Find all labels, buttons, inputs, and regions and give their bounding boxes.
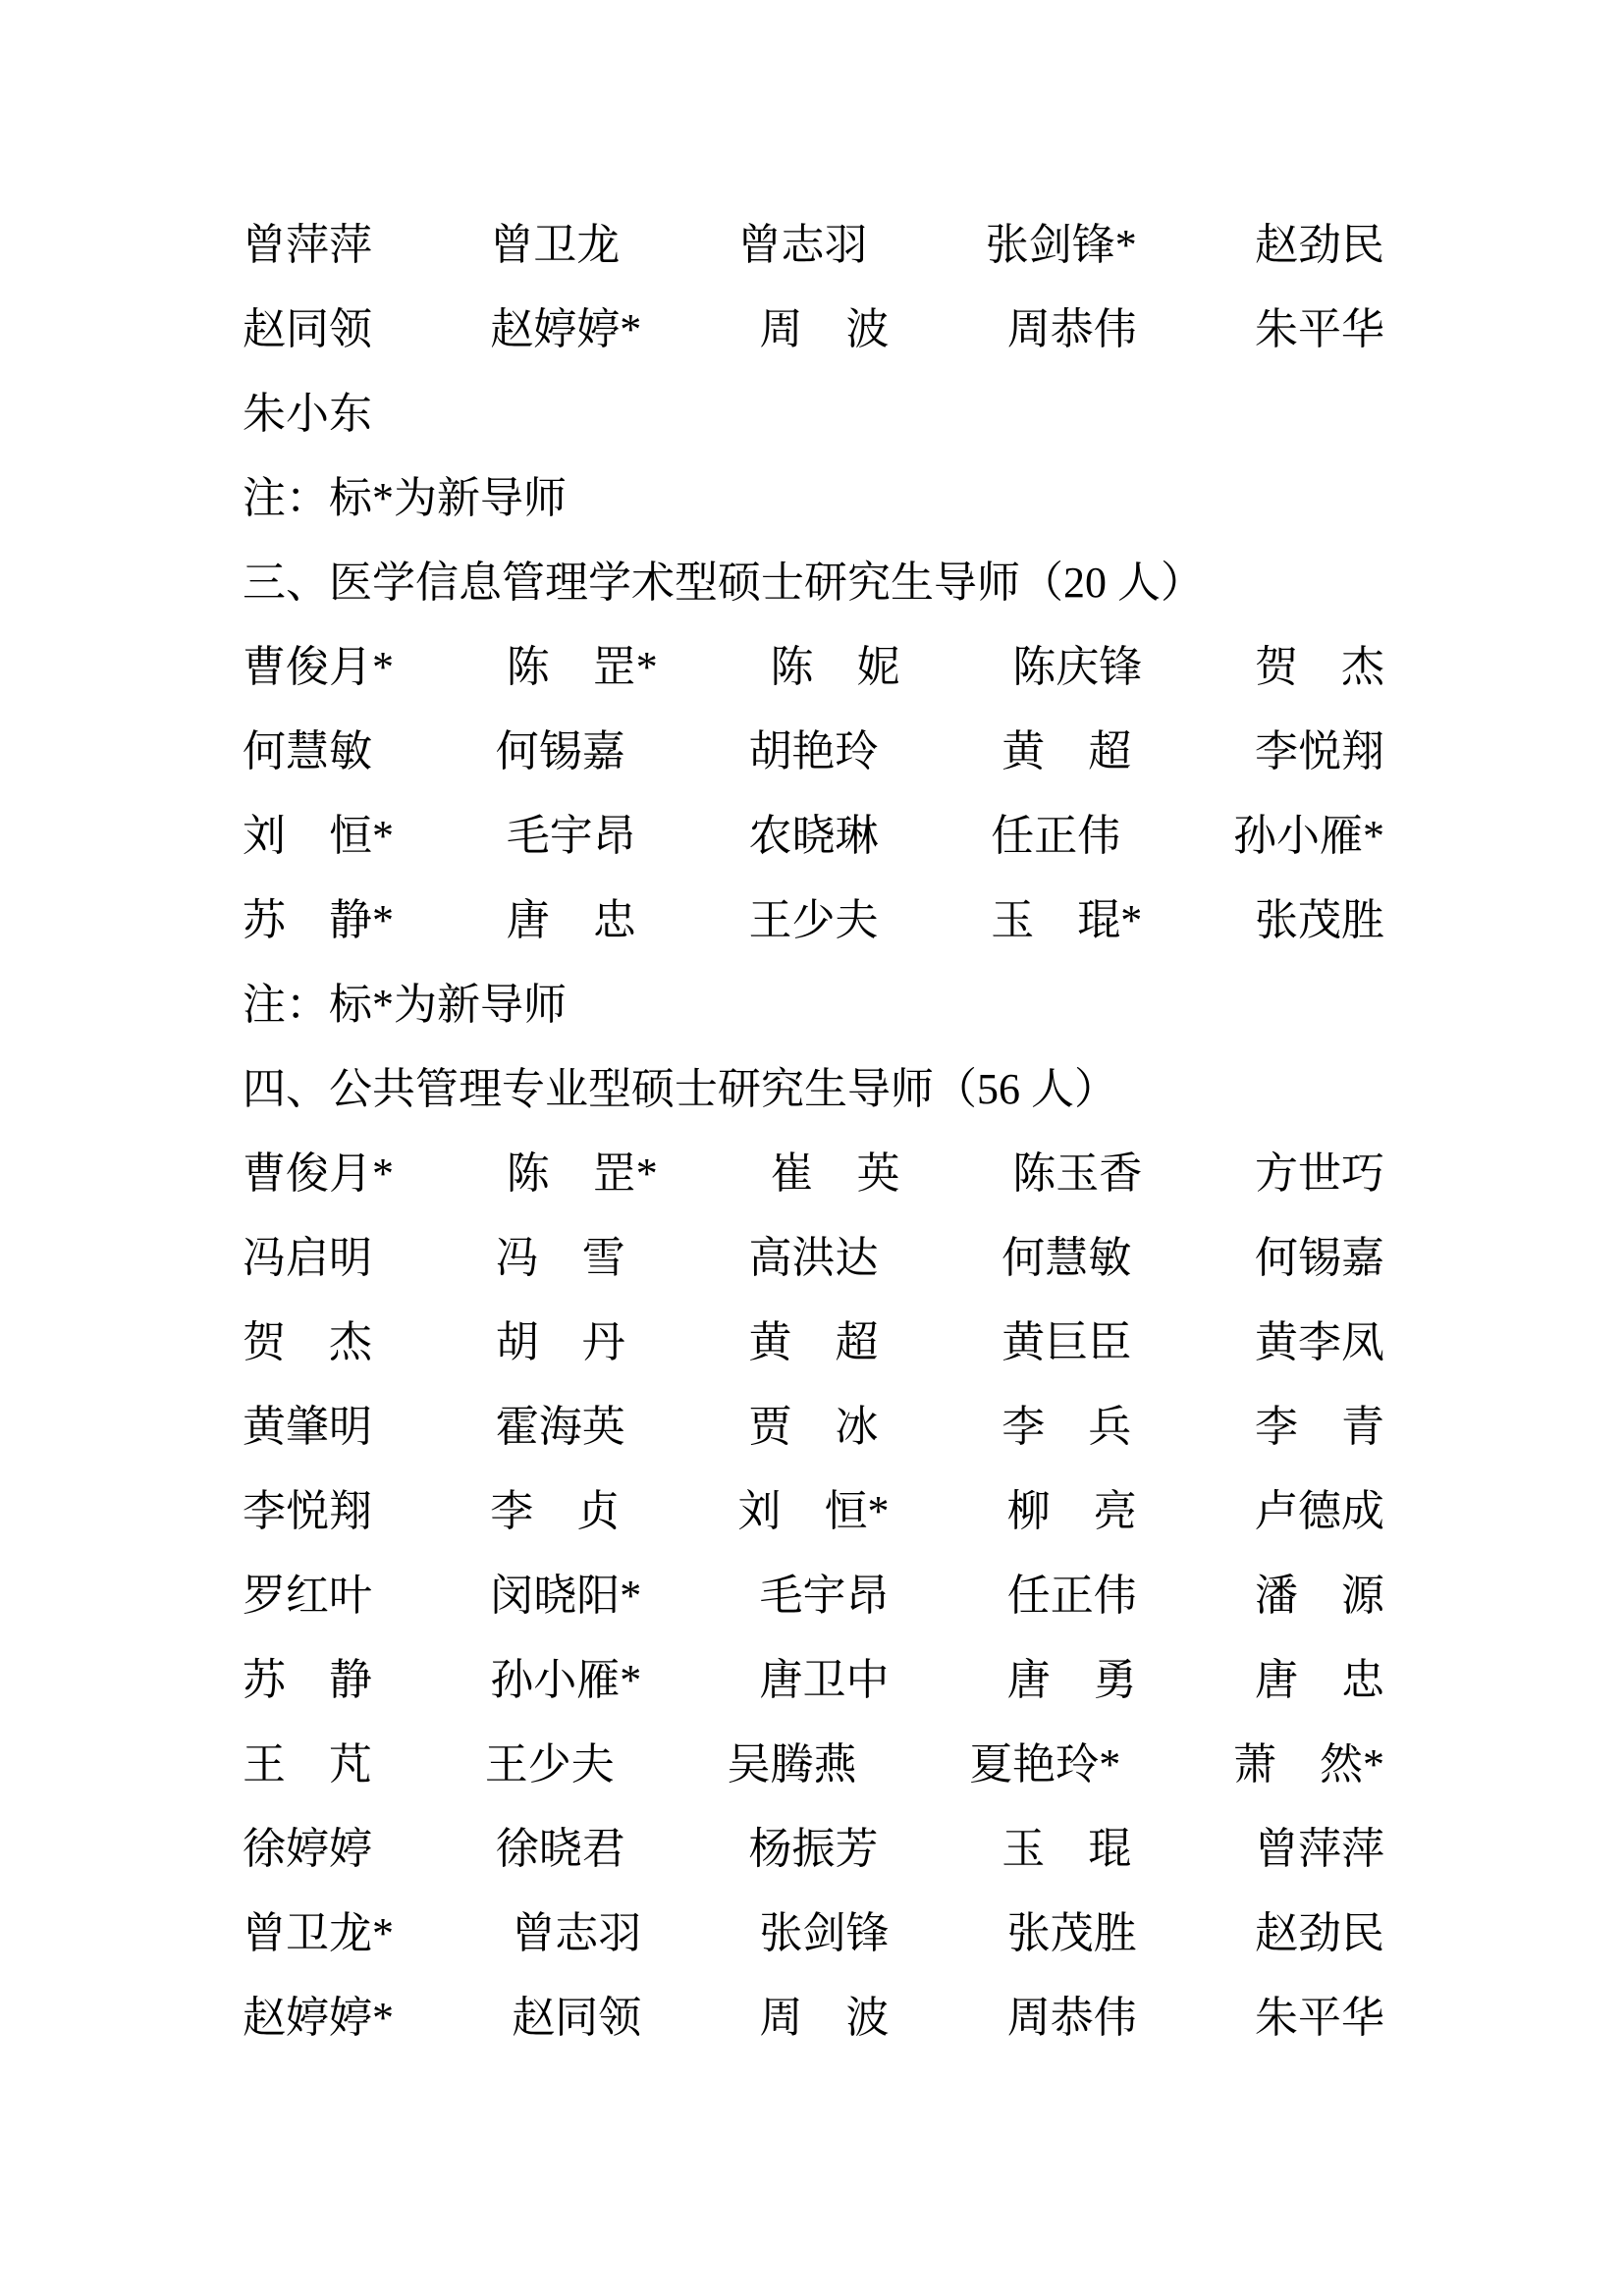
supervisor-name: 曾志羽 <box>512 1909 642 1957</box>
supervisor-name: 徐婷婷 <box>243 1825 372 1873</box>
supervisor-name: 高洪达 <box>748 1234 879 1282</box>
supervisor-name: 任正伟 <box>991 812 1121 860</box>
supervisor-name: 曹俊月* <box>243 643 394 691</box>
supervisor-name: 卢德成 <box>1255 1487 1384 1535</box>
supervisor-name: 周恭伟 <box>1006 305 1137 353</box>
supervisor-name: 苏 静 <box>243 1656 372 1704</box>
supervisor-name: 孙小雁* <box>490 1656 642 1704</box>
name-row <box>243 1211 1384 1296</box>
supervisor-name: 曹俊月* <box>243 1149 394 1198</box>
supervisor-name: 曾萍萍 <box>243 221 372 269</box>
note-new-supervisor-2: 注：标*为新导师 <box>243 981 567 1029</box>
supervisor-name: 罗红叶 <box>243 1572 372 1620</box>
supervisor-name: 胡 丹 <box>495 1318 625 1366</box>
supervisor-name: 潘 源 <box>1255 1572 1384 1620</box>
supervisor-name: 黄 超 <box>1001 727 1132 775</box>
name-row <box>243 198 1384 283</box>
supervisor-name: 冯启明 <box>243 1234 372 1282</box>
supervisor-name: 赵同领 <box>512 1994 642 2042</box>
supervisor-name: 张剑锋 <box>759 1909 890 1957</box>
supervisor-name: 贾 冰 <box>748 1403 879 1451</box>
supervisor-name: 徐晓君 <box>495 1825 625 1873</box>
supervisor-name: 李悦翔 <box>1255 727 1384 775</box>
supervisor-name: 黄 超 <box>748 1318 879 1366</box>
name-row <box>243 789 1384 874</box>
supervisor-name: 何锡嘉 <box>495 727 625 775</box>
supervisor-grid-section4 <box>243 1127 1384 2056</box>
name-row <box>243 1887 1384 1971</box>
name-row <box>243 1802 1384 1887</box>
supervisor-name: 曾卫龙 <box>490 221 621 269</box>
supervisor-name: 赵劲民 <box>1255 221 1384 269</box>
supervisor-name: 毛宇昂 <box>759 1572 890 1620</box>
note-new-supervisor-1: 注：标*为新导师 <box>243 474 567 522</box>
supervisor-name: 霍海英 <box>495 1403 625 1451</box>
supervisor-name: 刘 恒* <box>737 1487 890 1535</box>
document-content <box>243 198 1384 2056</box>
supervisor-name: 曾卫龙* <box>243 1909 394 1957</box>
supervisor-name: 陈 罡* <box>506 1149 658 1198</box>
supervisor-name: 何锡嘉 <box>1255 1234 1384 1282</box>
name-row <box>243 1127 1384 1211</box>
supervisor-name: 曾萍萍 <box>1255 1825 1384 1873</box>
supervisor-name: 赵劲民 <box>1255 1909 1384 1957</box>
name-row <box>243 367 1384 452</box>
supervisor-grid-continued <box>243 198 1384 452</box>
supervisor-name: 黄李凤 <box>1255 1318 1384 1366</box>
supervisor-name: 刘 恒* <box>243 812 394 860</box>
supervisor-name: 王 芃 <box>243 1740 372 1789</box>
name-row <box>243 1633 1384 1718</box>
supervisor-name: 唐 忠 <box>1255 1656 1384 1704</box>
supervisor-name: 萧 然* <box>1233 1740 1384 1789</box>
name-row <box>243 1549 1384 1633</box>
supervisor-name: 曾志羽 <box>737 221 868 269</box>
supervisor-name: 崔 英 <box>770 1149 900 1198</box>
supervisor-name: 朱平华 <box>1255 1994 1384 2042</box>
supervisor-name: 赵婷婷* <box>243 1994 394 2042</box>
supervisor-name: 张茂胜 <box>1006 1909 1137 1957</box>
name-row <box>243 1465 1384 1549</box>
supervisor-grid-section3 <box>243 620 1384 958</box>
supervisor-name: 何慧敏 <box>1001 1234 1132 1282</box>
supervisor-name: 农晓琳 <box>748 812 879 860</box>
supervisor-name: 朱平华 <box>1255 305 1384 353</box>
supervisor-name: 赵婷婷* <box>490 305 642 353</box>
supervisor-name: 贺 杰 <box>243 1318 372 1366</box>
supervisor-name: 张剑锋* <box>985 221 1137 269</box>
name-row <box>243 874 1384 958</box>
supervisor-name: 黄肇明 <box>243 1403 372 1451</box>
supervisor-name: 苏 静* <box>243 896 394 944</box>
supervisor-name: 黄巨臣 <box>1001 1318 1132 1366</box>
supervisor-name: 唐 忠 <box>506 896 636 944</box>
supervisor-name: 唐卫中 <box>759 1656 890 1704</box>
supervisor-name: 孙小雁* <box>1233 812 1384 860</box>
supervisor-name: 赵同领 <box>243 305 372 353</box>
supervisor-name: 周 波 <box>759 305 890 353</box>
supervisor-name: 李 兵 <box>1001 1403 1132 1451</box>
supervisor-name: 毛宇昂 <box>506 812 636 860</box>
supervisor-name: 方世巧 <box>1255 1149 1384 1198</box>
supervisor-name: 王少夫 <box>748 896 879 944</box>
supervisor-name: 唐 勇 <box>1006 1656 1137 1704</box>
supervisor-name: 杨振芳 <box>748 1825 879 1873</box>
name-row <box>243 1718 1384 1802</box>
name-row <box>243 1296 1384 1380</box>
supervisor-name: 柳 亮 <box>1006 1487 1137 1535</box>
supervisor-name: 闵晓阳* <box>490 1572 642 1620</box>
supervisor-name: 胡艳玲 <box>748 727 879 775</box>
supervisor-name: 陈玉香 <box>1012 1149 1143 1198</box>
supervisor-name: 李 青 <box>1255 1403 1384 1451</box>
name-row <box>243 705 1384 789</box>
supervisor-name: 周恭伟 <box>1006 1994 1137 2042</box>
supervisor-name: 朱小东 <box>243 390 372 438</box>
supervisor-name: 陈 妮 <box>770 643 900 691</box>
supervisor-name: 玉 琨* <box>991 896 1143 944</box>
supervisor-name: 贺 杰 <box>1255 643 1384 691</box>
supervisor-name: 玉 琨 <box>1001 1825 1132 1873</box>
name-row <box>243 1971 1384 2056</box>
supervisor-name: 张茂胜 <box>1255 896 1384 944</box>
supervisor-name: 陈庆锋 <box>1012 643 1143 691</box>
supervisor-name: 王少夫 <box>484 1740 615 1789</box>
supervisor-name: 周 波 <box>759 1994 890 2042</box>
supervisor-name: 冯 雪 <box>495 1234 625 1282</box>
supervisor-name: 何慧敏 <box>243 727 372 775</box>
supervisor-name: 李悦翔 <box>243 1487 372 1535</box>
name-row <box>243 1380 1384 1465</box>
section4-heading: 四、公共管理专业型硕士研究生导师（56 人） <box>243 1065 1117 1113</box>
supervisor-name: 任正伟 <box>1006 1572 1137 1620</box>
section3-heading: 三、医学信息管理学术型硕士研究生导师（20 人） <box>243 559 1204 607</box>
name-row <box>243 620 1384 705</box>
name-row <box>243 283 1384 367</box>
supervisor-name: 陈 罡* <box>506 643 658 691</box>
supervisor-name: 吴腾燕 <box>727 1740 857 1789</box>
supervisor-name: 夏艳玲* <box>969 1740 1121 1789</box>
supervisor-name: 李 贞 <box>490 1487 621 1535</box>
